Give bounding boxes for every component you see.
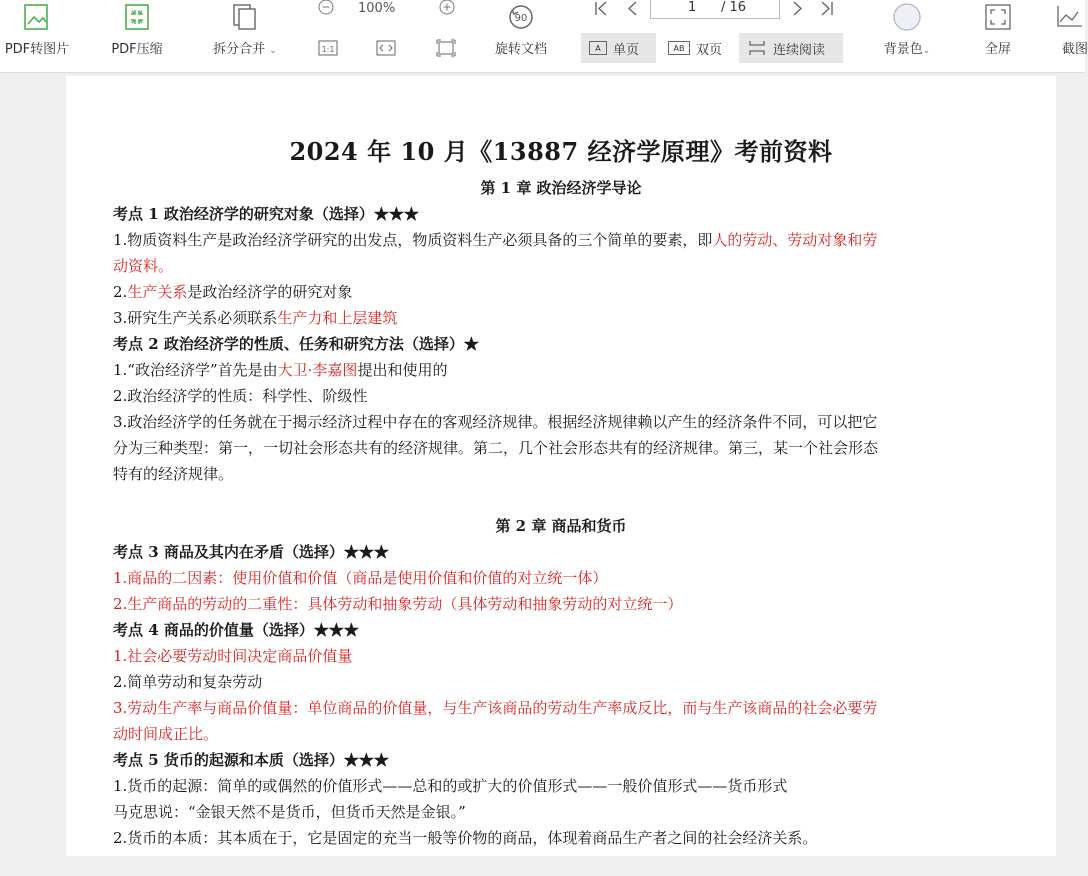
text-line: 1.“政治经济学”首先是由大卫·李嘉图提出和使用的 <box>113 361 448 379</box>
svg-text:1:1: 1:1 <box>321 45 335 54</box>
screenshot-icon <box>1054 2 1084 32</box>
zoom-level[interactable]: 100% <box>358 1 396 16</box>
chapter-heading: 第 1 章 政治经济学导论 <box>480 179 642 197</box>
text-line: 2.政治经济学的性质：科学性、阶级性 <box>113 387 368 405</box>
rotate-document-label: 旋转文档 <box>494 42 547 57</box>
text-line: 动资料。 <box>113 257 174 275</box>
pdf-to-image-button[interactable] <box>0 0 74 72</box>
double-page-button[interactable] <box>660 33 735 63</box>
text-line: 1.货币的起源：简单的或偶然的价值形式——总和的或扩大的价值形式——一般价值形式——货币形式 <box>113 777 788 795</box>
key-point-heading: 考点 5 货币的起源和本质（选择）★★★ <box>113 751 389 769</box>
text-line: 2.货币的本质：其本质在于，它是固定的充当一般等价物的商品，体现着商品生产者之间的社会经济关系。 <box>113 829 818 847</box>
rotate-icon <box>506 2 536 32</box>
fit-page-icon[interactable] <box>435 37 457 59</box>
text-line: 1.社会必要劳动时间决定商品价值量 <box>113 647 353 665</box>
zoom-in-icon <box>438 0 456 18</box>
continuous-reading-icon <box>747 40 767 56</box>
double-page-icon: AB <box>668 41 690 55</box>
background-color-icon <box>892 2 922 32</box>
page-number-field[interactable] <box>650 0 780 19</box>
zoom-in-button[interactable] <box>438 0 456 18</box>
toolbar <box>0 0 1088 73</box>
screenshot-label: 截图 <box>1062 42 1088 57</box>
text-line: 分为三种类型：第一，一切社会形态共有的经济规律。第二，几个社会形态共有的经济规律。第三，某一个社会形态 <box>113 439 879 457</box>
pdf-compress-label: PDF压缩 <box>111 42 163 57</box>
single-page-button[interactable] <box>581 33 656 63</box>
pdf-image-icon <box>22 2 52 32</box>
first-page-icon[interactable] <box>592 0 610 18</box>
key-point-heading: 考点 3 商品及其内在矛盾（选择）★★★ <box>113 543 389 561</box>
split-merge-button[interactable] <box>200 0 290 72</box>
key-point-heading: 考点 1 政治经济学的研究对象（选择）★★★ <box>113 205 419 223</box>
continuous-reading-label: 连续阅读 <box>773 42 826 58</box>
last-page-icon[interactable] <box>818 0 836 18</box>
single-page-icon: A <box>589 41 607 55</box>
chapter-heading: 第 2 章 商品和货币 <box>495 517 627 535</box>
fullscreen-icon <box>983 2 1013 32</box>
text-line: 2.生产商品的劳动的二重性：具体劳动和抽象劳动（具体劳动和抽象劳动的对立统一） <box>113 595 683 613</box>
fullscreen-label: 全屏 <box>984 42 1011 57</box>
screenshot-button[interactable] <box>1050 0 1088 72</box>
continuous-reading-button[interactable] <box>739 33 843 63</box>
text-line: 3.劳动生产率与商品价值量：单位商品的价值量，与生产该商品的劳动生产率成反比，而与生产该商品的社会必要劳 <box>113 699 878 717</box>
chevron-down-icon: ⌄ <box>269 46 277 56</box>
fullscreen-button[interactable] <box>966 0 1030 72</box>
text-line: 3.研究生产关系必须联系生产力和上层建筑 <box>113 309 398 327</box>
text-line: 1.商品的二因素：使用价值和价值（商品是使用价值和价值的对立统一体） <box>113 569 608 587</box>
text-line: 3.政治经济学的任务就在于揭示经济过程中存在的客观经济规律。根据经济规律赖以产生的经济条件不同，可以把它 <box>113 413 878 431</box>
next-page-icon[interactable] <box>788 0 806 18</box>
single-page-label: 单页 <box>613 42 640 58</box>
document-page <box>66 76 1056 856</box>
compress-icon <box>122 2 152 32</box>
double-page-label: 双页 <box>696 42 723 58</box>
pdf-to-image-label: PDF转图片 <box>4 42 70 57</box>
text-line: 马克思说：“金银天然不是货币，但货币天然是金银。” <box>113 803 466 821</box>
current-page[interactable]: 1 <box>688 0 697 15</box>
zoom-out-icon <box>317 0 335 18</box>
key-point-heading: 考点 4 商品的价值量（选择）★★★ <box>113 621 359 639</box>
fit-width-icon[interactable] <box>375 37 397 59</box>
text-line: 1.物质资料生产是政治经济学研究的出发点，物质资料生产必须具备的三个简单的要素，即人的劳动、劳动对象和劳 <box>113 231 878 249</box>
background-color-button[interactable] <box>872 0 942 72</box>
total-pages: / 16 <box>721 0 747 15</box>
previous-page-icon[interactable] <box>624 0 642 18</box>
svg-text:90: 90 <box>514 13 528 24</box>
text-line: 2.生产关系是政治经济学的研究对象 <box>113 283 353 301</box>
split-merge-label: 拆分合并 ⌄ <box>213 42 277 57</box>
text-line: 动时间成正比。 <box>113 725 219 743</box>
rotate-document-button[interactable] <box>486 0 556 72</box>
split-merge-icon <box>230 2 260 32</box>
document-title: 2024 年 10 月《13887 经济学原理》考前资料 <box>289 137 833 166</box>
key-point-heading: 考点 2 政治经济学的性质、任务和研究方法（选择）★ <box>113 335 479 353</box>
text-line: 2.简单劳动和复杂劳动 <box>113 673 263 691</box>
zoom-out-button[interactable] <box>317 0 335 18</box>
chevron-down-icon: ⌄ <box>922 46 931 56</box>
pdf-compress-button[interactable] <box>100 0 174 72</box>
text-line: 特有的经济规律。 <box>113 465 234 483</box>
actual-size-icon[interactable] <box>317 37 339 59</box>
background-color-label: 背景色⌄ <box>883 42 931 57</box>
